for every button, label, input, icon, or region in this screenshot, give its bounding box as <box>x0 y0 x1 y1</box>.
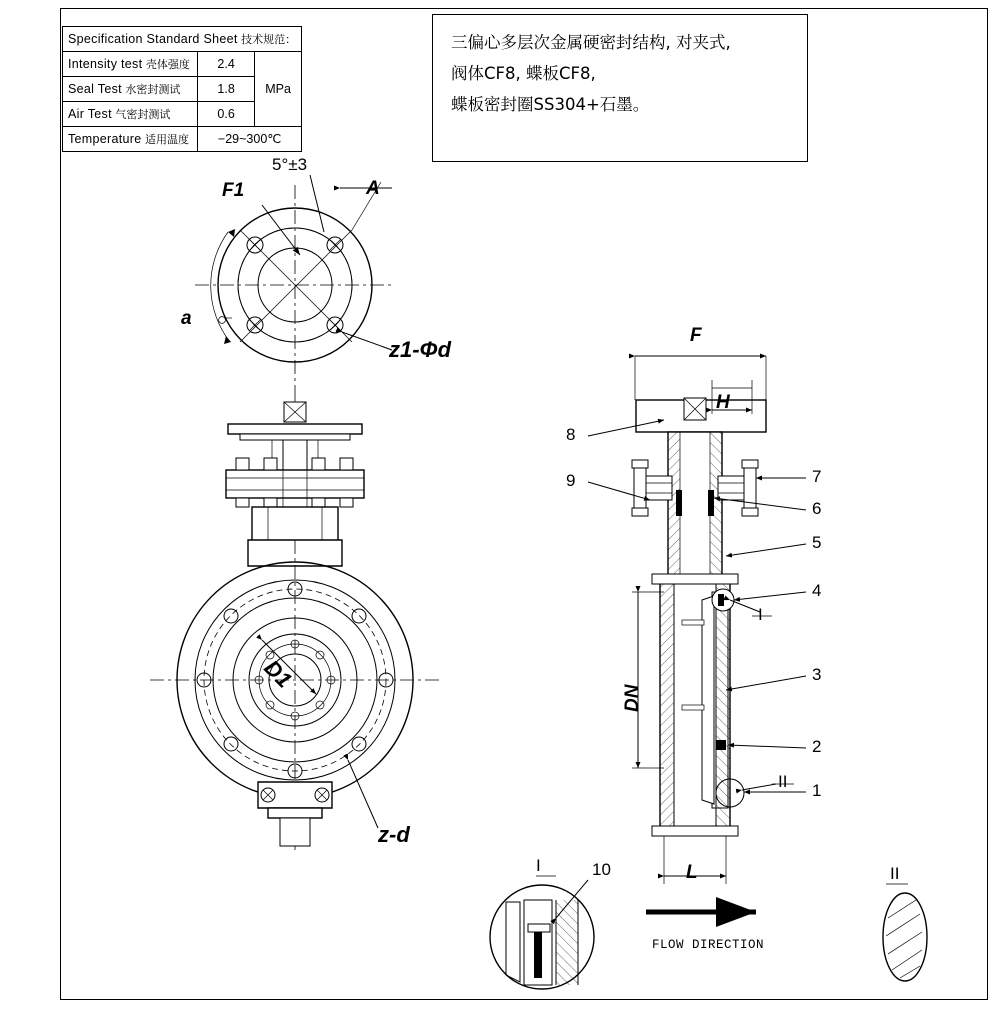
spec-value-intensity: 2.4 <box>198 52 255 77</box>
detail-mark-ii: II <box>890 864 900 883</box>
label-d1: D1 <box>259 655 297 693</box>
spec-label-cn: 气密封测试 <box>115 107 171 121</box>
side-view-section <box>588 356 806 912</box>
note-line-1: 三偏心多层次金属硬密封结构, 对夹式, <box>451 33 731 52</box>
spec-value-air: 0.6 <box>198 102 255 127</box>
note-line-2: 阀体CF8, 蝶板CF8, <box>451 64 596 83</box>
callout-1: 1 <box>812 781 822 800</box>
spec-label-en: Air Test <box>68 106 112 121</box>
spec-label-en: Seal Test <box>68 81 122 96</box>
label-f: F <box>690 325 702 346</box>
callout-7: 7 <box>812 467 822 486</box>
label-l: L <box>686 862 698 883</box>
callout-6: 6 <box>812 499 822 518</box>
neck-bolt-assembly-right <box>718 460 758 516</box>
front-view-actuator <box>226 402 364 556</box>
neck-bolt-assembly-left <box>632 460 672 516</box>
label-body-holes: z-d <box>378 822 410 847</box>
label-flange-holes: z1-Φd <box>389 337 452 362</box>
callout-10: 10 <box>592 860 611 879</box>
spec-label-cn: 壳体强度 <box>145 57 190 71</box>
label-dn: DN <box>622 684 643 712</box>
spec-label-cn: 适用温度 <box>144 132 189 146</box>
spec-label-cn: 水密封测试 <box>125 82 181 96</box>
section-mark-ii-side: II <box>778 772 788 791</box>
callout-2: 2 <box>812 737 822 756</box>
section-mark-i-side: I <box>758 605 763 624</box>
spec-label-en: Temperature <box>68 131 142 146</box>
label-angle-a: a <box>181 308 192 329</box>
spec-value-seal: 1.8 <box>198 77 255 102</box>
detail-mark-i: I <box>536 856 541 875</box>
callout-5: 5 <box>812 533 822 552</box>
spec-label-en: Intensity test <box>68 56 143 71</box>
label-section-a: A <box>366 178 380 199</box>
top-view-flange <box>195 175 395 405</box>
front-view-body <box>150 540 440 850</box>
callout-4: 4 <box>812 581 822 600</box>
spec-title-cn: 技术规范： <box>241 32 297 46</box>
detail-view-i <box>490 876 594 989</box>
spec-unit-mpa: MPa <box>255 52 302 127</box>
label-flow-direction: FLOW DIRECTION <box>652 938 765 952</box>
spec-value-temperature: −29~300℃ <box>198 127 302 152</box>
callout-8: 8 <box>566 425 576 444</box>
callout-9: 9 <box>566 471 576 490</box>
callout-3: 3 <box>812 665 822 684</box>
spec-title-en: Specification Standard Sheet <box>68 31 238 46</box>
label-h: H <box>716 392 730 413</box>
detail-view-ii <box>883 884 927 981</box>
label-angle-tolerance: 5°±3 <box>272 155 308 174</box>
label-f1: F1 <box>222 180 245 201</box>
note-line-3: 蝶板密封圈SS304+石墨。 <box>451 95 650 114</box>
